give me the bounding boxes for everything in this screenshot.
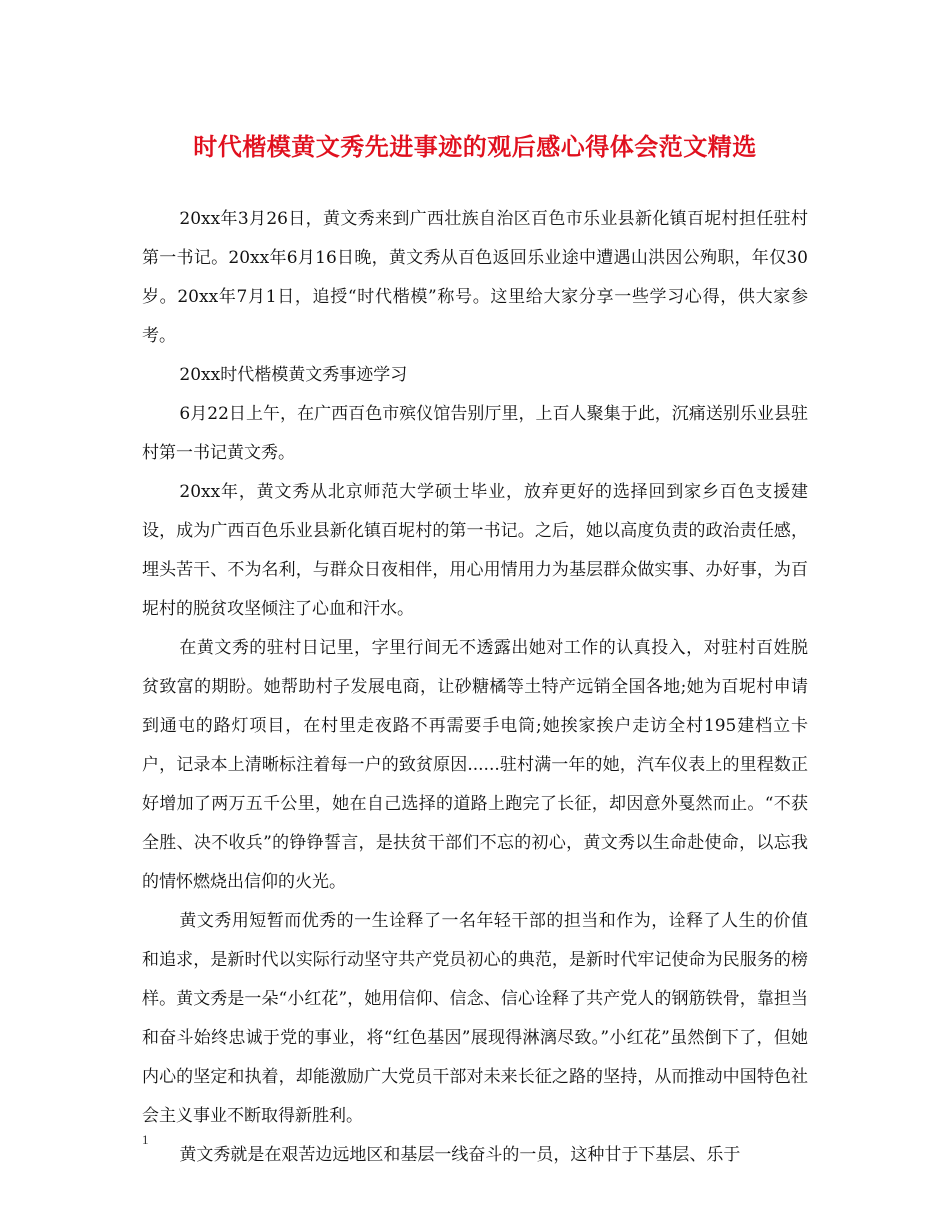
paragraph-diary: 在黄文秀的驻村日记里，字里行间无不透露出她对工作的认真投入，对驻村百姓脱贫致富的期盼。她帮助村子发展电商，让砂糖橘等土特产远销全国各地;她为百坭村申请到通屯的路灯项目，在村里走夜路不再需要手电筒;她挨家挨户走访全村195建档立卡户，记录本上清晰标注着每一户的致贫原因......驻村满一年的她，汽车仪表上的里程数正好增加了两万五千公里，她在自己选择的道路上跑完了长征，却因意外戛然而止。“不获全胜、决不收兵”的铮铮誓言，是扶贫干部们不忘的初心，黄文秀以生命赴使命，以忘我的情怀燃烧出信仰的火光。 — [142, 638, 808, 892]
paragraph-subheading: 20xx时代楷模黄文秀事迹学习 — [179, 365, 408, 385]
paragraph-intro: 20xx年3月26日，黄文秀来到广西壮族自治区百色市乐业县新化镇百坭村担任驻村第一书记。20xx年6月16日晚，黄文秀从百色返回乐业途中遭遇山洪因公殉职，年仅30岁。20xx年7月1日，追授“时代楷模”称号。这里给大家分享一些学习心得，供大家参考。 — [142, 209, 808, 346]
document-body — [142, 200, 808, 1175]
paragraph-continued: 黄文秀就是在艰苦边远地区和基层一线奋斗的一员，这种甘于下基层、乐于 — [179, 1145, 741, 1165]
page-number: 1 — [142, 1132, 149, 1147]
paragraph-farewell: 6月22日上午，在广西百色市殡仪馆告别厅里，上百人聚集于此，沉痛送别乐业县驻村第一书记黄文秀。 — [142, 404, 808, 463]
document-title: 时代楷模黄文秀先进事迹的观后感心得体会范文精选 — [193, 132, 757, 161]
paragraph-background: 20xx年，黄文秀从北京师范大学硕士毕业，放弃更好的选择回到家乡百色支援建设，成为广西百色乐业县新化镇百坭村的第一书记。之后，她以高度负责的政治责任感，埋头苦干、不为名利，与群众日夜相伴，用心用情用力为基层群众做实事、办好事，为百坭村的脱贫攻坚倾注了心血和汗水。 — [142, 482, 808, 619]
paragraph-legacy: 黄文秀用短暂而优秀的一生诠释了一名年轻干部的担当和作为，诠释了人生的价值和追求，是新时代以实际行动坚守共产党员初心的典范，是新时代牢记使命为民服务的榜样。黄文秀是一朵“小红花”，她用信仰、信念、信心诠释了共产党人的钢筋铁骨，靠担当和奋斗始终忠诚于党的事业，将“红色基因”展现得淋漓尽致。”小红花”虽然倒下了，但她内心的坚定和执着，却能激励广大党员干部对未来长征之路的坚持，从而推动中国特色社会主义事业不断取得新胜利。 — [142, 911, 808, 1126]
